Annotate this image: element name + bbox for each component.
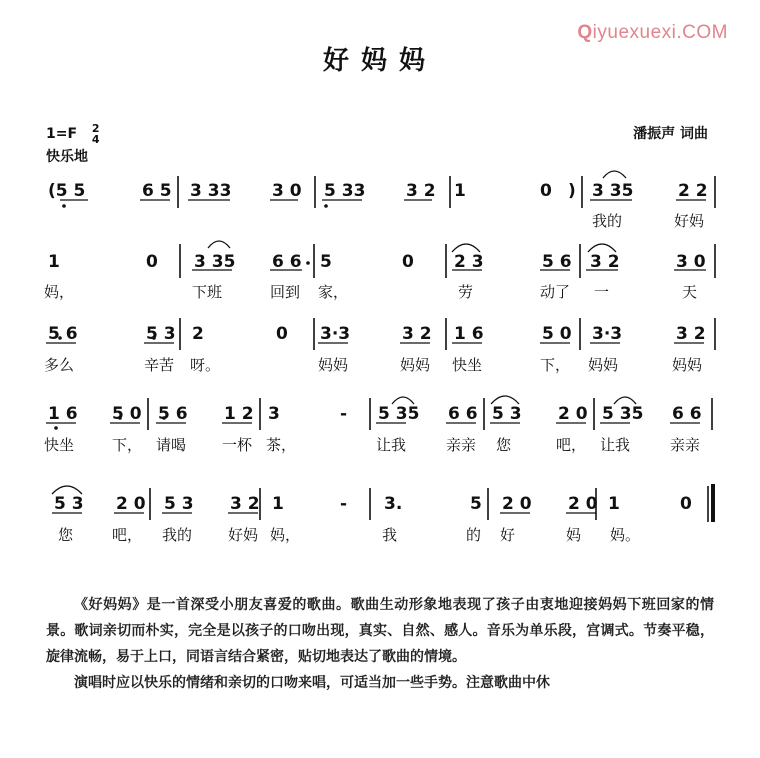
note: 3 2	[402, 324, 432, 344]
lyric: 呀。	[190, 356, 221, 374]
note: 5 6	[48, 324, 78, 344]
note: 5 33	[324, 181, 366, 201]
note: 3 35	[194, 252, 236, 272]
lyric: 下，	[540, 356, 571, 374]
note: (5 5	[48, 181, 86, 201]
note: 3.	[384, 494, 403, 514]
note: 6 6	[448, 404, 478, 424]
note: 0	[680, 494, 692, 514]
note: 1	[608, 494, 620, 514]
notation-row-2	[44, 252, 706, 301]
note: -	[340, 494, 348, 514]
lyric: 好妈	[674, 212, 705, 230]
lyric: 妈。	[610, 526, 641, 544]
note: 0	[402, 252, 414, 272]
note: 1	[48, 252, 60, 272]
key-label: 1=F	[46, 126, 78, 142]
lyric: 动了	[540, 283, 571, 301]
note: 6 6	[272, 252, 302, 272]
lyric: 回到	[270, 283, 301, 301]
octave-dots	[54, 204, 328, 430]
lyric: 下班	[192, 283, 223, 301]
lyric: 茶，	[266, 436, 297, 454]
lyric: 快坐	[452, 356, 483, 374]
lyric: 您	[496, 436, 512, 454]
notation-row-1	[48, 181, 708, 230]
lyric: 妈妈	[318, 356, 349, 374]
lyric: 妈妈	[672, 356, 703, 374]
note: 3	[268, 404, 280, 424]
lyric: 妈	[566, 526, 582, 544]
lyric: 妈，	[270, 526, 301, 544]
lyric: 让我	[376, 436, 407, 454]
note: 3 33	[190, 181, 232, 201]
notation-row-4	[44, 404, 702, 454]
lyric: 吧，	[112, 526, 143, 544]
lyric: 您	[58, 526, 74, 544]
note: 2 0	[568, 494, 598, 514]
note: 5 3	[146, 324, 176, 344]
description-paragraph: 《好妈妈》是一首深受小朋友喜爱的歌曲。歌曲生动形象地表现了孩子由衷地迎接妈妈下班回家的情景。歌词亲切而朴实，完全是以孩子的口吻出现，真实、自然、感人。音乐为单乐段，宫调式。节奏平稳，旋律流畅，易于上口，同语言结合紧密，贴切地表达了歌曲的情境。	[46, 597, 714, 665]
lyric: 吧，	[556, 436, 587, 454]
lyric: 一杯	[222, 436, 253, 454]
note: 5	[320, 252, 332, 272]
time-top: 2	[91, 122, 100, 135]
note: -	[340, 404, 348, 424]
notation-row-3	[44, 324, 706, 374]
note: 5	[470, 494, 482, 514]
note: 1	[454, 181, 466, 201]
note: 3 2	[590, 252, 620, 272]
lyric: 我的	[162, 526, 193, 544]
note: 5 3	[492, 404, 522, 424]
song-description	[46, 592, 714, 696]
note: 5 6	[158, 404, 188, 424]
note: 0	[146, 252, 158, 272]
description-paragraph: 演唱时应以快乐的情绪和亲切的口吻来唱，可适当加一些手势。注意歌曲中休	[74, 675, 550, 691]
note: 0	[540, 181, 552, 201]
note: 5 0	[542, 324, 572, 344]
note: 3·3	[592, 324, 623, 344]
note: 5 6	[542, 252, 572, 272]
watermark-logo: Qiyuexuexi.COM	[577, 22, 728, 43]
lyric: 好妈	[228, 526, 259, 544]
note: 1 2	[224, 404, 254, 424]
bar-lines	[148, 176, 715, 522]
note: 1	[272, 494, 284, 514]
lyric: 下，	[112, 436, 143, 454]
lyric: 辛苦	[144, 356, 175, 374]
lyric: 我的	[592, 212, 623, 230]
note: 5 3	[164, 494, 194, 514]
note: 5 35	[378, 404, 420, 424]
composer-credit: 潘振声 词曲	[633, 126, 708, 142]
note: 3 35	[592, 181, 634, 201]
note: 3·3	[320, 324, 351, 344]
song-title: 好妈妈	[322, 46, 437, 76]
note: 6 5	[142, 181, 172, 201]
note: 3 0	[272, 181, 302, 201]
lyric: 快坐	[44, 436, 75, 454]
note: 2 3	[454, 252, 484, 272]
lyric: 多么	[44, 356, 75, 374]
lyric: 亲亲	[670, 436, 701, 454]
lyric: 妈妈	[400, 356, 431, 374]
note: 1 6	[454, 324, 484, 344]
time-bottom: 4	[91, 133, 100, 146]
note: )	[568, 181, 576, 201]
lyric: 让我	[600, 436, 631, 454]
note: 2	[192, 324, 204, 344]
lyric: 家，	[318, 283, 349, 301]
note: 5 3	[54, 494, 84, 514]
lyric: 请喝	[156, 436, 187, 454]
lyric: 劳	[458, 283, 474, 301]
note: 3 0	[676, 252, 706, 272]
lyric: 妈，	[44, 283, 75, 301]
note: 1 6	[48, 404, 78, 424]
lyric: 天	[682, 283, 698, 301]
note: 3 2	[676, 324, 706, 344]
note: 3 2	[230, 494, 260, 514]
lyric: 妈妈	[588, 356, 619, 374]
note: 5 0	[112, 404, 142, 424]
note: 2 0	[116, 494, 146, 514]
lyric: 好	[500, 526, 516, 544]
note: 5 35	[602, 404, 644, 424]
lyric: 的	[466, 526, 482, 544]
note: 2 0	[502, 494, 532, 514]
tempo-marking: 快乐地	[46, 149, 88, 165]
note: 2 0	[558, 404, 588, 424]
note: 3 2	[406, 181, 436, 201]
note: 2 2	[678, 181, 708, 201]
note: 6 6	[672, 404, 702, 424]
lyric: 一	[594, 283, 610, 301]
note: 0	[276, 324, 288, 344]
lyric: 亲亲	[446, 436, 477, 454]
lyric: 我	[382, 526, 398, 544]
